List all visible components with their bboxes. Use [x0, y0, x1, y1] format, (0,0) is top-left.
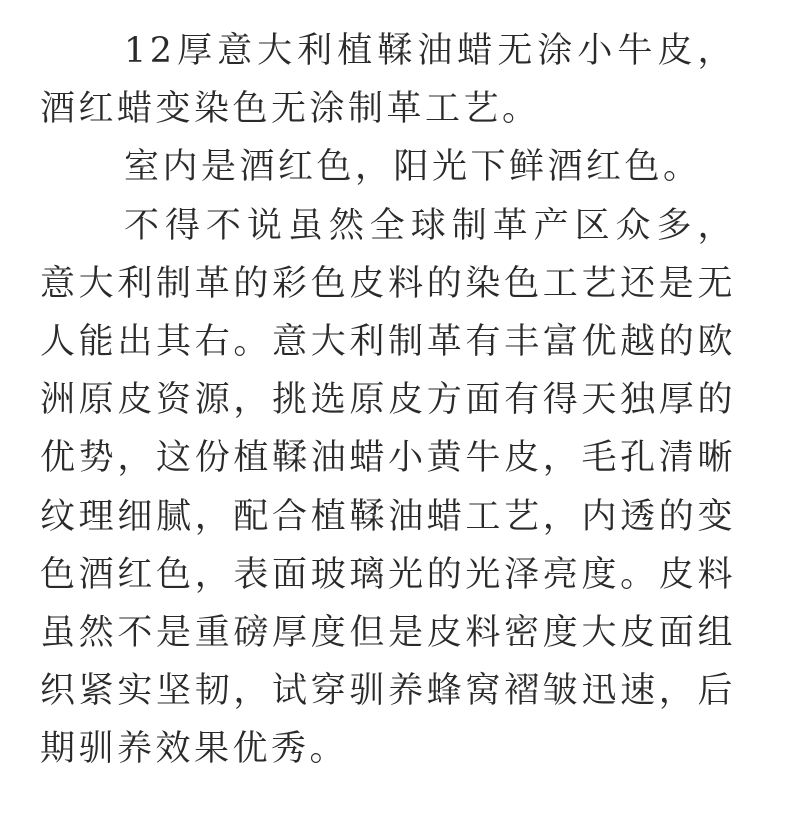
paragraph-color-note: 室内是酒红色，阳光下鲜酒红色。 — [124, 147, 702, 188]
document-body — [40, 22, 736, 779]
paragraph-description: 不得不说虽然全球制革产区众多，意大利制革的彩色皮料的染色工艺还是无人能出其右。意大利制革有丰富优越的欧洲原皮资源，挑选原皮方面有得天独厚的优势，这份植鞣油蜡小黄牛皮，毛孔清晰纹理细腻，配合植鞣油蜡工艺，内透的变色酒红色，表面玻璃光的光泽亮度。皮料虽然不是重磅厚度但是皮料密度大皮面组织紧实坚韧，试穿驯养蜂窝褶皱迅速，后期驯养效果优秀。 — [40, 205, 736, 770]
paragraph-leather-spec: 12厚意大利植鞣油蜡无涂小牛皮，酒红蜡变染色无涂制革工艺。 — [40, 31, 736, 130]
